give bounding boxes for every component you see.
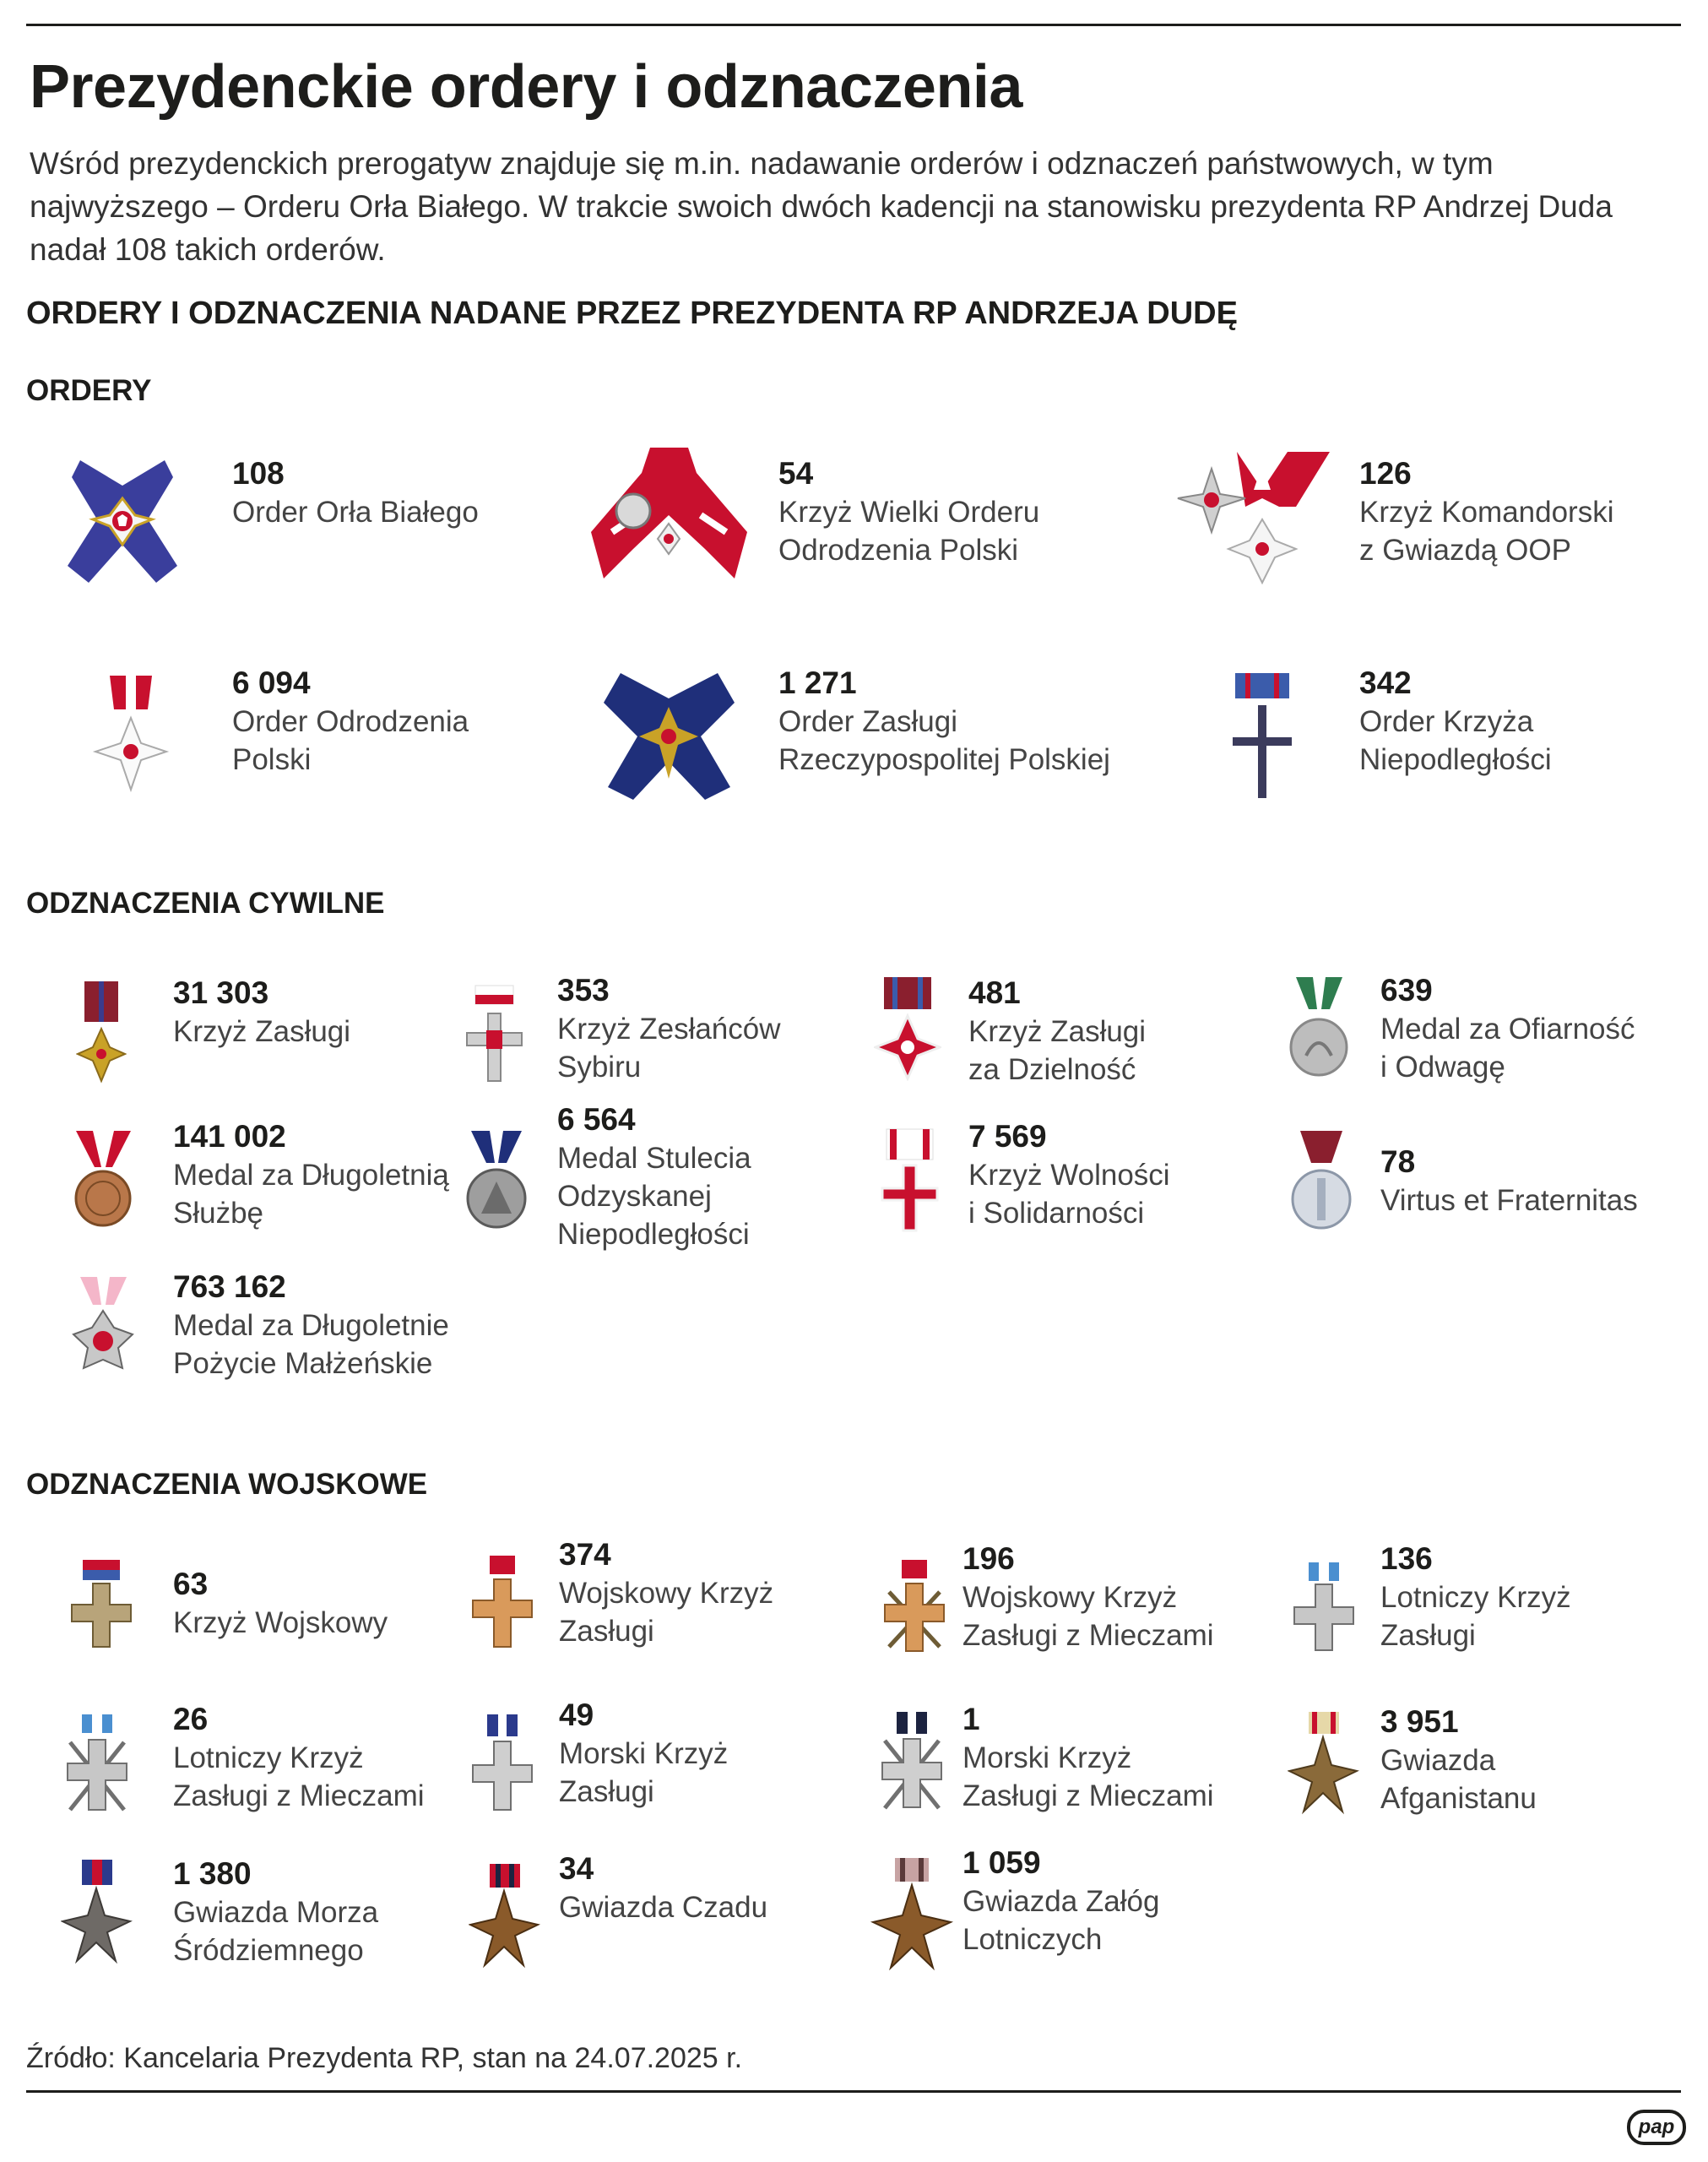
military-name: Gwiazda Morza Śródziemnego [173,1896,379,1967]
section-heading-wojskowe: ODZNACZENIA WOJSKOWE [26,1468,428,1501]
military-name: Morski Krzyż Zasługi z Mieczami [962,1741,1214,1812]
navy-merit-cross-icon [469,1713,536,1814]
order-name: Order Zasługi Rzeczypospolitej Polskiej [778,705,1110,776]
military-count: 196 [962,1541,1015,1576]
military-count: 136 [1380,1541,1433,1576]
white-eagle-order-icon [55,452,190,587]
marriage-medal-icon [72,1275,135,1377]
military-name: Krzyż Wojskowy [173,1606,388,1639]
order-name: Krzyż Wielki Orderu Odrodzenia Polski [778,496,1040,567]
centenary-independence-medal-icon [463,1129,530,1230]
military-merit-cross-swords-icon [881,1558,948,1655]
military-name: Lotniczy Krzyż Zasługi [1380,1581,1571,1652]
afghanistan-star-icon [1288,1710,1359,1816]
polonia-restituta-icon [89,671,173,798]
civil-count: 7 569 [968,1119,1047,1154]
military-count: 63 [173,1567,209,1601]
cross-of-merit-bravery-icon [874,975,941,1081]
order-name: Order Orła Białego [232,496,479,529]
chad-star-icon [469,1862,540,1968]
navy-merit-cross-swords-icon [878,1710,946,1812]
page-title: Prezydenckie ordery i odznaczenia [30,53,1022,121]
long-service-medal-icon [72,1129,135,1230]
military-count: 3 951 [1380,1704,1459,1739]
civil-name: Medal za Ofiarność i Odwagę [1380,1013,1635,1084]
civil-name: Krzyż Wolności i Solidarności [968,1159,1170,1230]
section-heading-ordery: ORDERY [26,374,152,407]
military-count: 1 [962,1702,980,1736]
top-rule [26,24,1681,26]
civil-name: Medal za Długoletnie Pożycie Małżeńskie [173,1309,449,1380]
commander-cross-star-icon [1169,448,1338,591]
order-of-merit-icon [595,669,743,804]
pap-logo: pap [1627,2110,1686,2145]
order-name: Order Odrodzenia Polski [232,705,469,776]
source-note: Źródło: Kancelaria Prezydenta RP, stan na 24.07.2025 r. [26,2042,743,2074]
order-name: Order Krzyża Niepodległości [1359,705,1552,776]
military-count: 34 [559,1851,594,1886]
civil-count: 353 [557,973,610,1008]
order-count: 1 271 [778,665,857,700]
intro-text: Wśród prezydenckich prerogatyw znajduje się m.in. nadawanie orderów i odznaczeń państwowych, w tym najwyższego – Orderu Orła Białego. W trakcie swoich dwóch kadencji na stanowisku prezydenta RP Andrzej Duda nadał 108 takich orderów. [30,146,1613,267]
civil-count: 763 162 [173,1269,286,1304]
civil-count: 78 [1380,1144,1416,1179]
civil-name: Krzyż Zesłańców Sybiru [557,1013,781,1084]
civil-count: 31 303 [173,975,269,1010]
military-name: Morski Krzyż Zasługi [559,1737,729,1808]
freedom-solidarity-cross-icon [878,1127,941,1233]
section-heading-cywilne: ODZNACZENIA CYWILNE [26,887,385,920]
grand-cross-polonia-restituta-icon [578,439,760,591]
civil-name: Krzyż Zasługi za Dzielność [968,1015,1147,1086]
sacrifice-courage-medal-icon [1288,975,1351,1081]
military-name: Lotniczy Krzyż Zasługi z Mieczami [173,1741,425,1812]
military-count: 49 [559,1698,594,1732]
civil-count: 639 [1380,973,1433,1008]
independence-cross-icon [1228,671,1296,802]
order-count: 108 [232,456,285,491]
order-count: 342 [1359,665,1412,700]
infographic-subtitle: ORDERY I ODZNACZENIA NADANE PRZEZ PREZYDENTA RP ANDRZEJA DUDĘ [26,296,1238,331]
civil-name: Medal Stulecia Odzyskanej Niepodległości [557,1142,751,1251]
civil-count: 6 564 [557,1102,636,1137]
military-merit-cross-icon [469,1554,536,1651]
order-count: 54 [778,456,814,491]
military-count: 1 380 [173,1856,252,1891]
cross-of-merit-icon [76,980,127,1085]
civil-count: 481 [968,975,1021,1010]
order-count: 6 094 [232,665,311,700]
virtus-et-fraternitas-icon [1288,1129,1355,1230]
military-count: 374 [559,1537,611,1572]
military-cross-icon [68,1558,135,1651]
air-crew-star-icon [870,1856,954,1970]
mediterranean-star-icon [61,1858,133,1964]
civil-name: Krzyż Zasługi [173,1015,351,1048]
order-count: 126 [1359,456,1412,491]
civil-count: 141 002 [173,1119,286,1154]
order-name: Krzyż Komandorski z Gwiazdą OOP [1359,496,1614,567]
military-count: 1 059 [962,1845,1041,1880]
siberian-exiles-cross-icon [463,984,526,1085]
military-name: Wojskowy Krzyż Zasługi [559,1577,774,1648]
military-name: Gwiazda Afganistanu [1380,1744,1537,1815]
civil-name: Medal za Długoletnią Służbę [173,1159,449,1230]
air-force-merit-cross-swords-icon [63,1713,131,1814]
air-force-merit-cross-icon [1290,1561,1358,1654]
military-name: Gwiazda Czadu [559,1891,768,1924]
bottom-rule [26,2090,1681,2093]
military-count: 26 [173,1702,209,1736]
civil-name: Virtus et Fraternitas [1380,1184,1638,1217]
military-name: Wojskowy Krzyż Zasługi z Mieczami [962,1581,1214,1652]
military-name: Gwiazda Załóg Lotniczych [962,1885,1160,1956]
